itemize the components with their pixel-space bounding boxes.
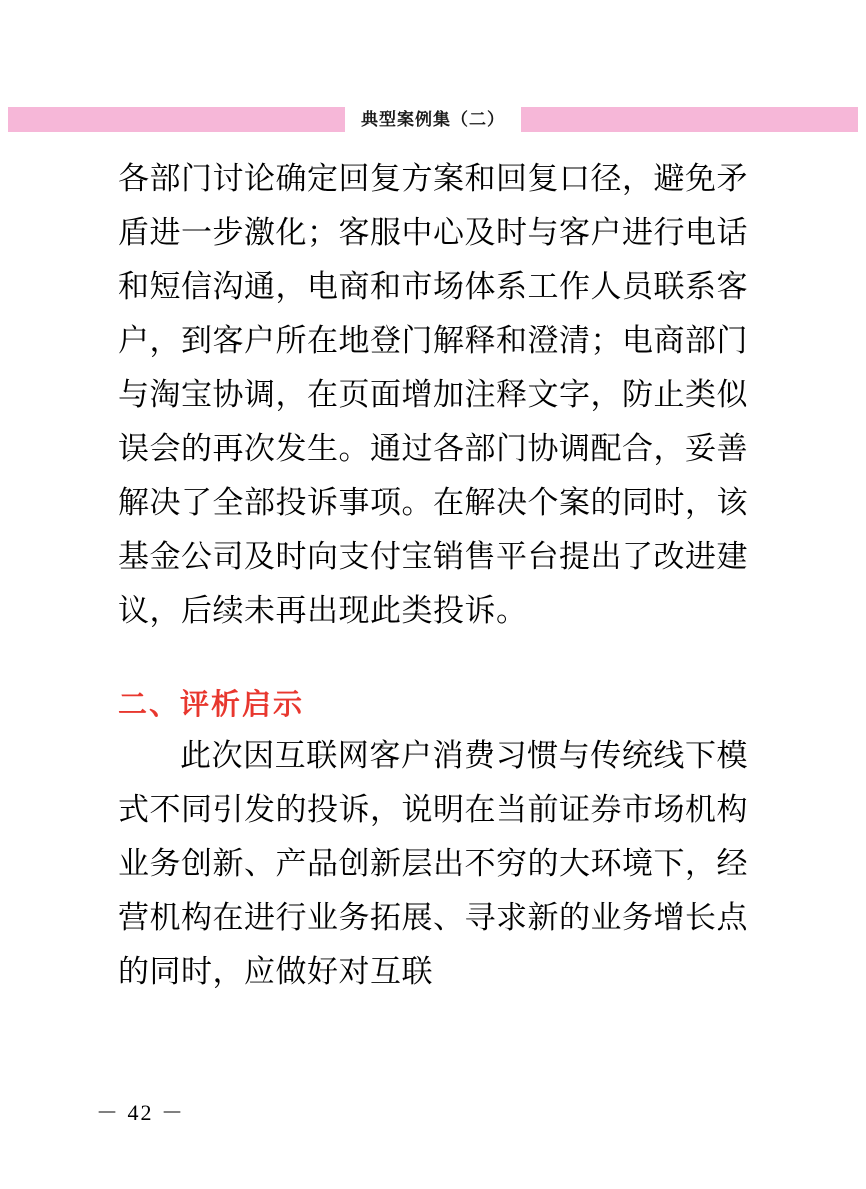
page-content (118, 152, 748, 999)
header-rule-right (521, 107, 858, 132)
running-header (8, 104, 858, 134)
page-number: － 42 － (96, 1100, 186, 1125)
section-heading-2: 二、评析启示 (118, 689, 305, 721)
paragraph-continued: 各部门讨论确定回复方案和回复口径，避免矛盾进一步激化；客服中心及时与客户进行电话和短信沟通，电商和市场体系工作人员联系客户，到客户所在地登门解释和澄清；电商部门与淘宝协调，在页面增加注释文字，防止类似误会的再次发生。通过各部门协调配合，妥善解决了全部投诉事项。在解决个案的同时，该基金公司及时向支付宝销售平台提出了改进建议，后续未再出现此类投诉。 (118, 161, 748, 628)
header-title: 典型案例集（二） (361, 109, 505, 129)
header-rule-left (8, 107, 345, 132)
paragraph-section-2: 此次因互联网客户消费习惯与传统线下模式不同引发的投诉，说明在当前证券市场机构业务创新、产品创新层出不穷的大环境下，经营机构在进行业务拓展、寻求新的业务增长点的同时，应做好对互联 (118, 738, 748, 989)
